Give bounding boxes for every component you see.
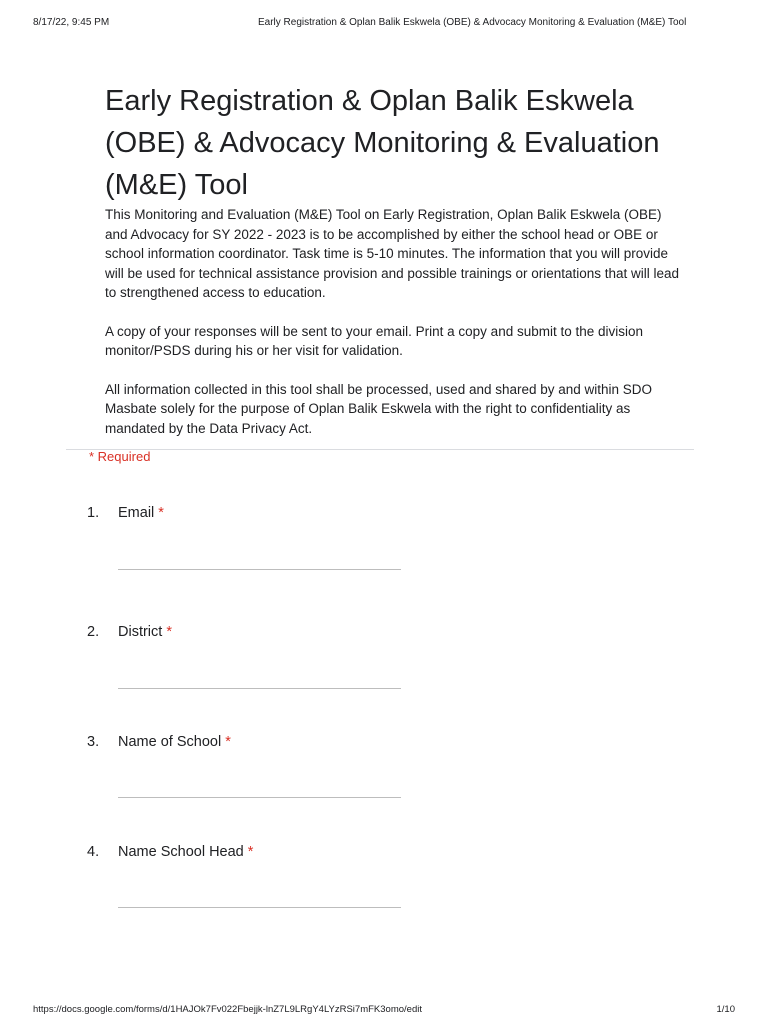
question-number: 3.: [87, 734, 100, 750]
question-number: 1.: [87, 505, 100, 521]
question-label-text: Name of School: [118, 734, 222, 750]
form-description: [105, 205, 680, 457]
page-number: 1/10: [716, 1004, 735, 1015]
required-asterisk: *: [158, 505, 164, 521]
question-label: [118, 505, 164, 521]
district-field[interactable]: [118, 688, 401, 689]
question-label: [118, 734, 231, 750]
print-doc-title: Early Registration & Oplan Balik Eskwela (OBE) & Advocacy Monitoring & Evaluation (M&E) Tool: [258, 17, 687, 28]
section-divider: [66, 449, 694, 450]
question-number: 4.: [87, 844, 100, 860]
required-note: * Required: [89, 449, 151, 464]
required-asterisk: *: [247, 844, 254, 860]
required-asterisk: *: [166, 624, 172, 640]
form-title: Early Registration & Oplan Balik Eskwela (OBE) & Advocacy Monitoring & Evaluation (M&E) Tool: [105, 85, 660, 201]
question-label-text: District: [118, 624, 163, 640]
question-label: [118, 624, 172, 640]
question-label-text: Name School Head: [118, 844, 244, 860]
question-label-text: Email: [118, 505, 155, 521]
school-name-field[interactable]: [118, 797, 401, 798]
description-paragraph-1: This Monitoring and Evaluation (M&E) Tool on Early Registration, Oplan Balik Eskwela (OBE) and Advocacy for SY 2022 - 2023 is to be accomplished by either the school head or OBE or school information coordinator. Task time is 5-10 minutes. The information that you will provide will be used for technical assistance provision and possible trainings or orientations that will lead to strengthened access to education.: [105, 207, 680, 300]
description-paragraph-2: A copy of your responses will be sent to your email. Print a copy and submit to the division monitor/PSDS during his or her visit for validation.: [105, 323, 644, 358]
question-number: 2.: [87, 624, 100, 640]
description-paragraph-3: All information collected in this tool shall be processed, used and shared by and within SDO Masbate solely for the purpose of Oplan Balik Eskwela with the right to confidentiality as mandated by the Data Privacy Act.: [105, 381, 653, 436]
question-label: [118, 844, 253, 860]
required-asterisk: *: [225, 734, 231, 750]
print-url: https://docs.google.com/forms/d/1HAJOk7Fv022Fbejjk-lnZ7L9LRgY4LYzRSi7mFK3omo/edit: [33, 1004, 422, 1015]
email-field[interactable]: [118, 569, 401, 570]
school-head-field[interactable]: [118, 907, 401, 908]
print-datetime: 8/17/22, 9:45 PM: [33, 17, 110, 28]
